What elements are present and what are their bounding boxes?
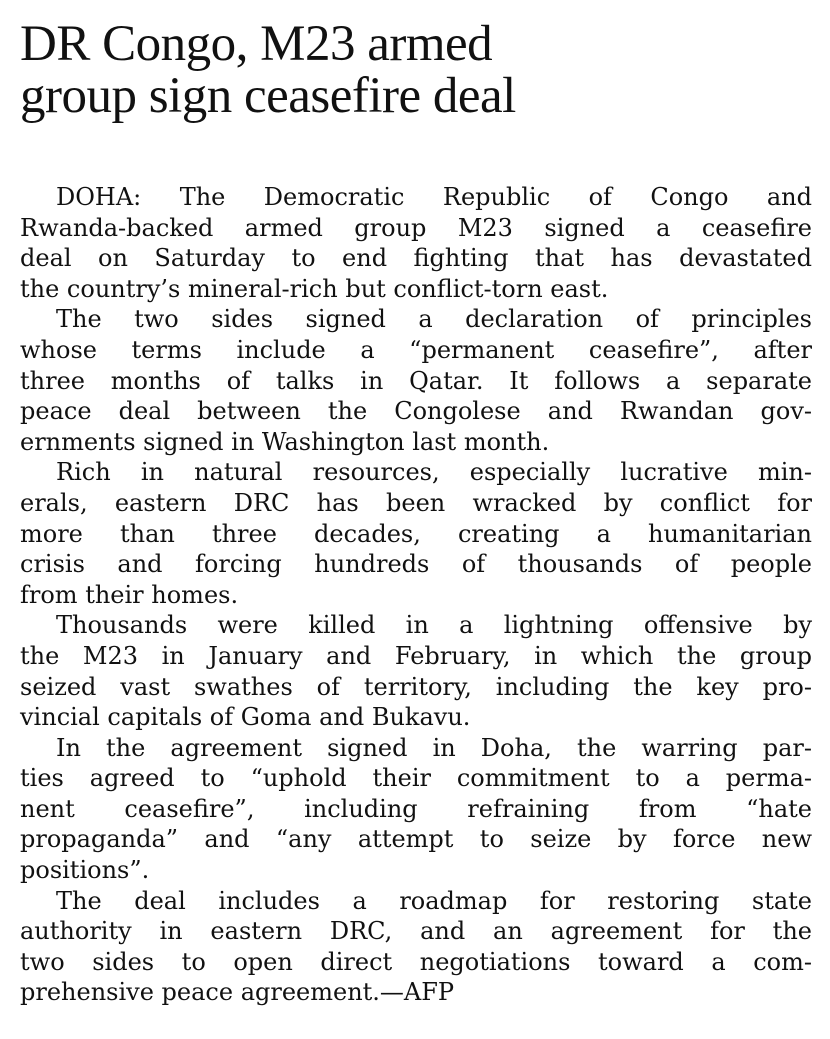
headline-line-2: group sign ceasefire deal [20,68,516,124]
text-line: Rich in natural resources, especially lucrative min- [56,458,812,487]
text-line: the M23 in January and February, in which the group [20,641,812,670]
paragraph-3 [20,457,812,610]
text-line: positions”. [20,856,150,885]
text-line: authority in eastern DRC, and an agreement for the [20,917,812,946]
text-line: The two sides signed a declaration of principles [56,305,812,334]
article [20,18,812,1008]
text-line: propaganda” and “any attempt to seize by force new [20,825,812,854]
text-line: more than three decades, creating a humanitarian [20,519,812,548]
headline [20,18,812,122]
text-line: the country’s mineral-rich but conflict-torn east. [20,274,609,303]
text-line: In the agreement signed in Doha, the warring par- [56,733,812,762]
text-line: seized vast swathes of territory, including the key pro- [20,672,812,701]
text-line: three months of talks in Qatar. It follows a separate [20,366,812,395]
text-line: whose terms include a “permanent ceasefire”, after [20,335,812,364]
paragraph-6 [20,886,812,1008]
text-line: ties agreed to “uphold their commitment to a perma- [20,764,812,793]
text-line: peace deal between the Congolese and Rwandan gov- [20,397,812,426]
text-line: deal on Saturday to end fighting that has devastated [20,244,812,273]
paragraph-2 [20,304,812,457]
text-line: from their homes. [20,580,239,609]
text-line: Rwanda-backed armed group M23 signed a ceasefire [20,213,812,242]
text-line: DOHA: The Democratic Republic of Congo and [56,183,812,211]
text-line: crisis and forcing hundreds of thousands of people [20,550,812,579]
text-line: erals, eastern DRC has been wracked by conflict for [20,488,812,517]
text-line: prehensive peace agreement.—AFP [20,978,455,1007]
text-line: two sides to open direct negotiations toward a com- [20,947,812,976]
paragraph-4 [20,610,812,732]
text-line: vincial capitals of Goma and Bukavu. [20,703,471,732]
text-line: The deal includes a roadmap for restoring state [56,886,812,915]
text-line: Thousands were killed in a lightning offensive by [56,611,812,640]
paragraph-1 [20,182,812,304]
text-line: nent ceasefire”, including refraining from “hate [20,794,812,823]
headline-line-1: DR Congo, M23 armed [20,16,493,72]
paragraph-5 [20,733,812,886]
article-body [20,182,812,1008]
text-line: ernments signed in Washington last month. [20,427,550,456]
